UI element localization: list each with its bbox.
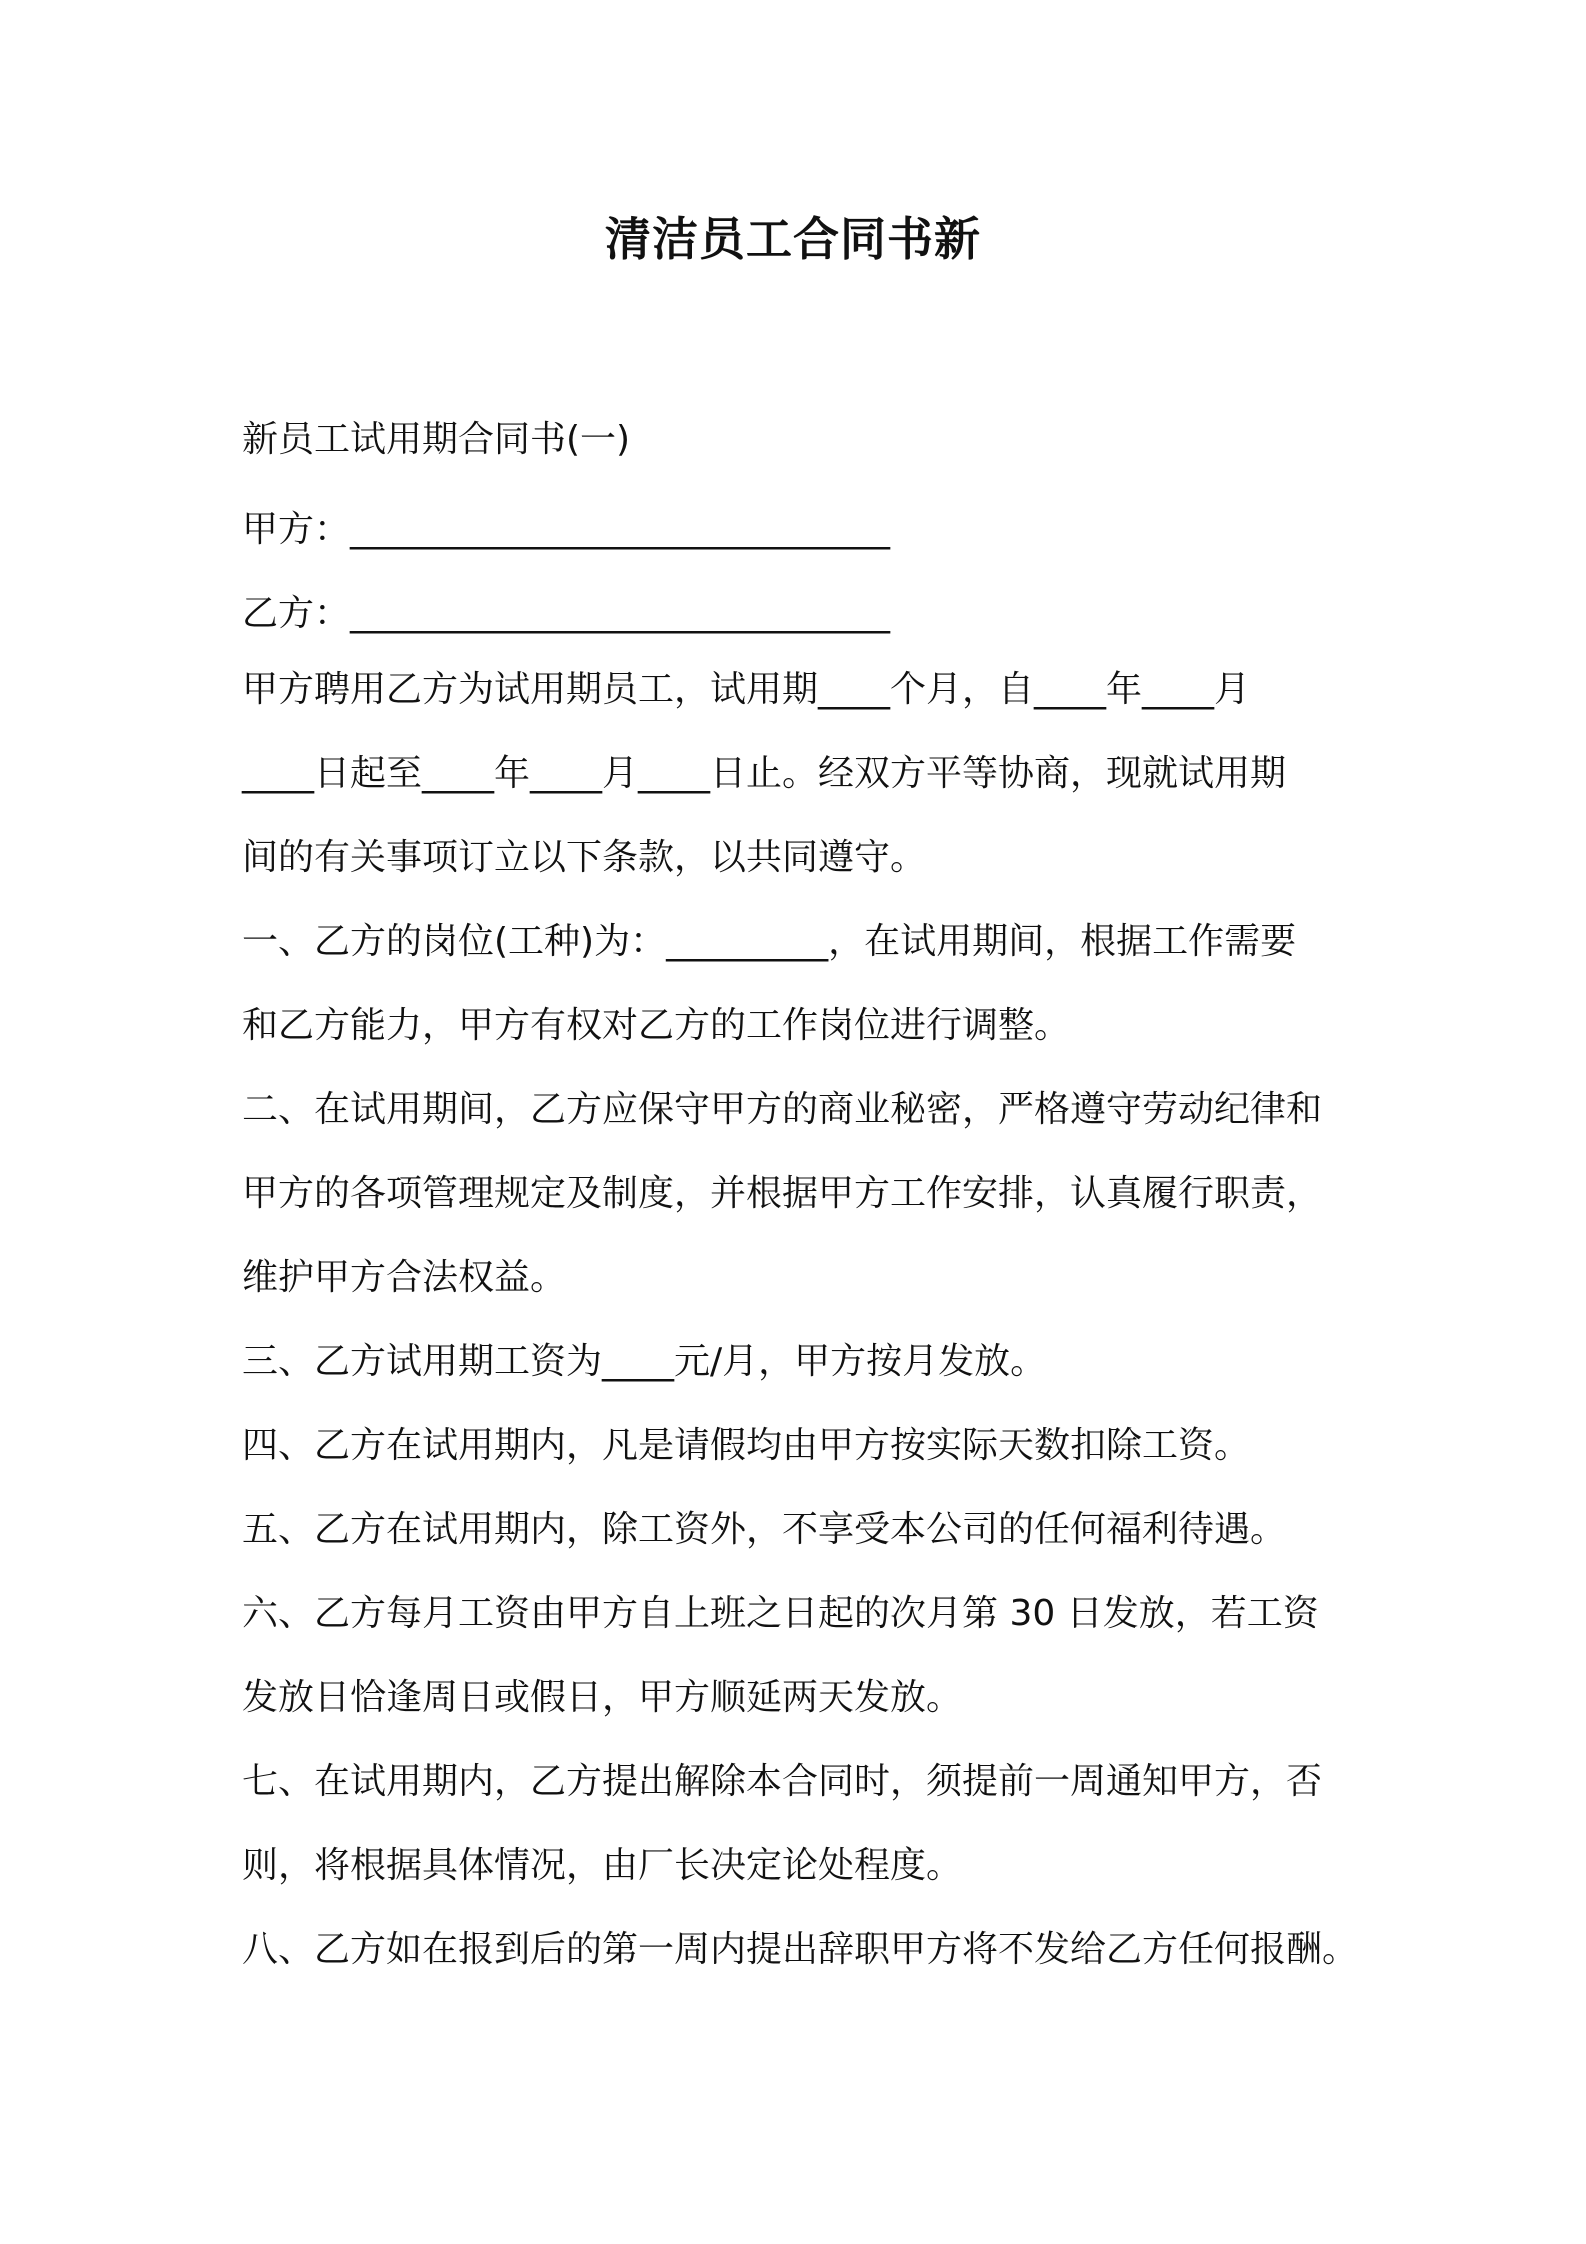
clause-6-line-2: 发放日恰逢周日或假日，甲方顺延两天发放。 bbox=[242, 1677, 963, 1718]
intro-line-3: 间的有关事项订立以下条款，以共同遵守。 bbox=[242, 837, 927, 878]
party-b-line: 乙方：______________________________ bbox=[242, 593, 891, 634]
party-a-line: 甲方：______________________________ bbox=[242, 509, 891, 550]
clause-2-line-3: 维护甲方合法权益。 bbox=[242, 1257, 567, 1298]
clause-5: 五、乙方在试用期内，除工资外，不享受本公司的任何福利待遇。 bbox=[242, 1509, 1287, 1550]
clause-1-line-1: 一、乙方的岗位(工种)为：_________，在试用期间，根据工作需要 bbox=[242, 921, 1297, 962]
document-title: 清洁员工合同书新 bbox=[605, 212, 981, 266]
document-subtitle: 新员工试用期合同书(一) bbox=[242, 419, 631, 460]
clause-4: 四、乙方在试用期内，凡是请假均由甲方按实际天数扣除工资。 bbox=[242, 1425, 1251, 1466]
intro-line-2: ____日起至____年____月____日止。经双方平等协商，现就试用期 bbox=[242, 753, 1287, 794]
clause-2-line-1: 二、在试用期间，乙方应保守甲方的商业秘密，严格遵守劳动纪律和 bbox=[242, 1089, 1323, 1130]
clause-7-line-2: 则，将根据具体情况，由厂长决定论处程度。 bbox=[242, 1845, 963, 1886]
clause-1-line-2: 和乙方能力，甲方有权对乙方的工作岗位进行调整。 bbox=[242, 1005, 1071, 1046]
intro-line-1: 甲方聘用乙方为试用期员工，试用期____个月，自____年____月 bbox=[242, 669, 1251, 710]
clause-7-line-1: 七、在试用期内，乙方提出解除本合同时，须提前一周通知甲方，否 bbox=[242, 1761, 1323, 1802]
clause-2-line-2: 甲方的各项管理规定及制度，并根据甲方工作安排，认真履行职责， bbox=[242, 1173, 1323, 1214]
clause-8: 八、乙方如在报到后的第一周内提出辞职甲方将不发给乙方任何报酬。 bbox=[242, 1929, 1359, 1970]
clause-6-line-1: 六、乙方每月工资由甲方自上班之日起的次月第 30 日发放，若工资 bbox=[242, 1593, 1319, 1634]
clause-3: 三、乙方试用期工资为____元/月，甲方按月发放。 bbox=[242, 1341, 1047, 1382]
